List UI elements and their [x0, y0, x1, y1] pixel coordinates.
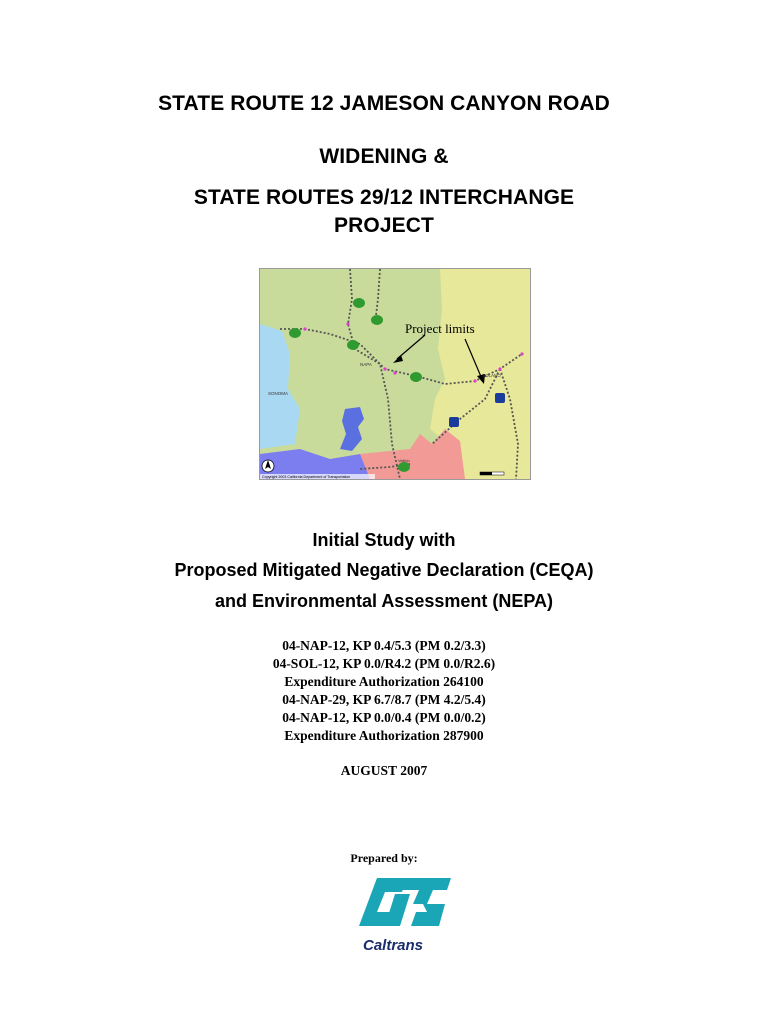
map-copyright: Copyright 2003 California Department of Transportation — [262, 475, 351, 479]
prepared-by-label: Prepared by: — [350, 851, 418, 865]
caltrans-wordmark: Caltrans — [363, 937, 424, 954]
project-code: Expenditure Authorization 287900 — [284, 728, 484, 743]
project-code: 04-SOL-12, KP 0.0/R4.2 (PM 0.0/R2.6) — [272, 656, 496, 671]
project-codes — [0, 637, 768, 745]
map-label-solano: SOLANO — [482, 373, 501, 378]
map-label-sonoma: SONOMA — [268, 391, 289, 396]
caltrans-logo-icon — [355, 874, 455, 956]
shield-icon — [410, 372, 422, 382]
project-location-map — [259, 268, 531, 480]
north-arrow-icon — [262, 460, 274, 472]
project-code: 04-NAP-29, KP 6.7/8.7 (PM 4.2/5.4) — [282, 692, 486, 707]
map-callout-label: Project limits — [405, 321, 475, 336]
title-line-3: STATE ROUTES 29/12 INTERCHANGE — [193, 186, 575, 209]
subtitle-line-1: Initial Study with — [312, 530, 456, 550]
title-line-2: WIDENING & — [319, 145, 449, 168]
caltrans-logo — [355, 874, 455, 956]
shield-icon — [398, 462, 410, 472]
scale-bar — [480, 472, 504, 475]
shield-icon — [371, 315, 383, 325]
interstate-shield-icon — [495, 393, 505, 403]
map-graphic — [260, 269, 530, 479]
publication-date: AUGUST 2007 — [340, 763, 428, 778]
title-line-4: PROJECT — [334, 214, 434, 237]
subtitle-line-3: and Environmental Assessment (NEPA) — [214, 591, 554, 611]
shield-icon — [347, 340, 359, 350]
project-code: Expenditure Authorization 264100 — [284, 674, 484, 689]
title-line-1: STATE ROUTE 12 JAMESON CANYON ROAD — [158, 92, 610, 115]
shield-icon — [353, 298, 365, 308]
project-code: 04-NAP-12, KP 0.4/5.3 (PM 0.2/3.3) — [282, 638, 486, 653]
project-code: 04-NAP-12, KP 0.0/0.4 (PM 0.0/0.2) — [282, 710, 486, 725]
subtitle-line-2: Proposed Mitigated Negative Declaration (CEQA) — [174, 560, 594, 580]
interstate-shield-icon — [449, 417, 459, 427]
shield-icon — [289, 328, 301, 338]
map-label-napa: NAPA — [360, 362, 372, 367]
map-label-vallejo: Vallejo — [398, 458, 410, 463]
